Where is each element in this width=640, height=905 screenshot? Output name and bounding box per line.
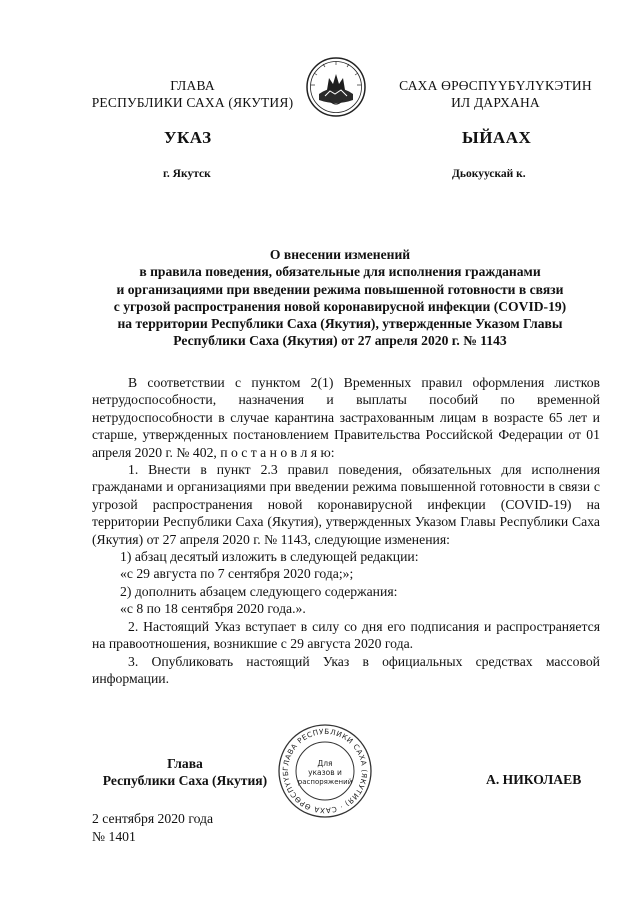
stamp-center-line1: Для [317, 759, 333, 768]
signatory-title-line2: Республики Саха (Якутия) [102, 773, 268, 788]
city-sah: Дьокуускай к. [452, 168, 526, 180]
title-line: О внесении изменений [269, 247, 411, 262]
title-line: с угрозой распространения новой коронавирусной инфекции (COVID-19) [113, 298, 567, 314]
body-paragraph: 1. Внести в пункт 2.3 правил поведения, обязательных для исполнения гражданами и организациями при введении режима повышенной готовности в связи с угрозой распространения новой коронавирусной инфекции (COVID-19) на территории Республики Саха (Якутия), утвержденных Указом Главы Республики Саха (Якутия) от 27 апреля 2020 г. № 1143, следующие изменения: [92, 462, 600, 547]
body-paragraph: «с 29 августа по 7 сентября 2020 года;»; [120, 566, 354, 582]
body-paragraph: 3. Опубликовать настоящий Указ в официальных средствах массовой информации. [92, 653, 600, 686]
decree-body [92, 374, 600, 687]
signatory-title [90, 755, 280, 789]
title-line: и организациями при введении режима повышенной готовности в связи [116, 281, 564, 297]
header-right-line2: ИЛ ДАРХАНА [451, 95, 540, 110]
title-line: на территории Республики Саха (Якутия), утвержденные Указом Главы [117, 316, 563, 332]
decree-number: № 1401 [92, 829, 136, 844]
signatory-title-line1: Глава [167, 756, 203, 771]
title-line: в правила поведения, обязательные для исполнения гражданами [139, 264, 541, 280]
doc-type-sah: ЫЙААХ [462, 128, 532, 147]
decree-date: 2 сентября 2020 года [92, 811, 214, 826]
body-paragraph: 1) абзац десятый изложить в следующей редакции: [120, 549, 419, 565]
stamp-ring-text: ГЛАВА РЕСПУБЛИКИ САХА (ЯКУТИЯ) · САХА ӨРӨСПҮҮБ [280, 726, 370, 816]
body-paragraph: «с 8 по 18 сентября 2020 года.». [120, 601, 306, 617]
official-stamp-icon [276, 722, 374, 820]
body-paragraph: В соответствии с пунктом 2(1) Временных правил оформления листков нетрудоспособности, назначения и выплаты пособий по временной нетрудоспособности в случае карантина застрахованным лицам в возрасте 65 лет и старше, утвержденных постановлением Правительства Российской Федерации от 01 апреля 2020 г. № 402, п о с т а н о в л я ю: [92, 375, 600, 460]
decree-title [80, 246, 600, 350]
city-ru: г. Якутск [163, 168, 211, 180]
stamp-center-line2: указов и [308, 768, 342, 777]
body-paragraph: 2) дополнить абзацем следующего содержания: [120, 583, 398, 599]
header-left-block [70, 77, 315, 111]
coat-of-arms-icon [305, 56, 367, 118]
title-line: Республики Саха (Якутия) от 27 апреля 2020 г. № 1143 [173, 333, 507, 349]
doc-type-ru: УКАЗ [164, 128, 212, 147]
header-left-line1: ГЛАВА [170, 78, 215, 93]
header-right-block [388, 77, 603, 111]
body-paragraph: 2. Настоящий Указ вступает в силу со дня его подписания и распространяется на правоотношения, возникшие с 29 августа 2020 года. [92, 618, 600, 652]
header-right-line1: САХА ӨРӨСПҮҮБҮЛҮКЭТИН [399, 78, 592, 93]
signatory-name: А. НИКОЛАЕВ [486, 772, 582, 787]
header-left-line2: РЕСПУБЛИКИ САХА (ЯКУТИЯ) [91, 95, 294, 110]
stamp-center-line3: распоряжений [297, 778, 353, 786]
